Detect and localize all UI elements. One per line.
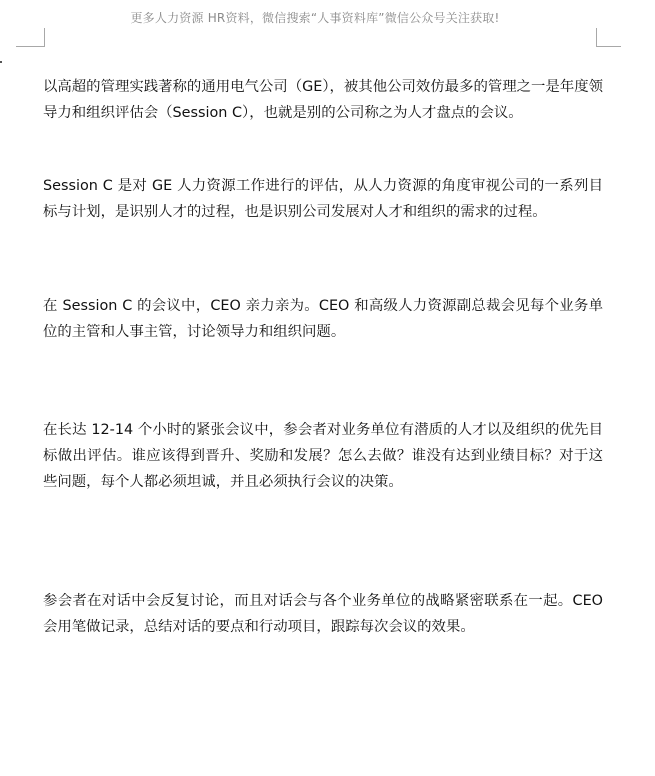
page-corner-mark-left <box>16 28 45 47</box>
page-corner-mark-right <box>596 28 621 47</box>
paragraph-1: 以高超的管理实践著称的通用电气公司（GE），被其他公司效仿最多的管理之一是年度领导力和组织评估会（Session C），也就是别的公司称之为人才盘点的会议。 <box>43 79 603 121</box>
paragraph-4: 在长达 12-14 个小时的紧张会议中，参会者对业务单位有潜质的人才以及组织的优先目标做出评估。谁应该得到晋升、奖励和发展？怎么去做？谁没有达到业绩目标？对于这些问题，每个人都必须坦诚，并且必须执行会议的决策。 <box>43 422 603 490</box>
paragraph-3: 在 Session C 的会议中，CEO 亲力亲为。CEO 和高级人力资源副总裁会见每个业务单位的主管和人事主管，讨论领导力和组织问题。 <box>43 298 603 340</box>
paragraph-2: Session C 是对 GE 人力资源工作进行的评估，从人力资源的角度审视公司的一系列目标与计划，是识别人才的过程，也是识别公司发展对人才和组织的需求的过程。 <box>43 178 603 220</box>
page-edge-mark <box>0 61 2 63</box>
header-note: 更多人力资源 HR资料，微信搜索“人事资料库”微信公众号关注获取! <box>130 11 500 25</box>
paragraph-5: 参会者在对话中会反复讨论，而且对话会与各个业务单位的战略紧密联系在一起。CEO 会用笔做记录，总结对话的要点和行动项目，跟踪每次会议的效果。 <box>43 593 603 635</box>
